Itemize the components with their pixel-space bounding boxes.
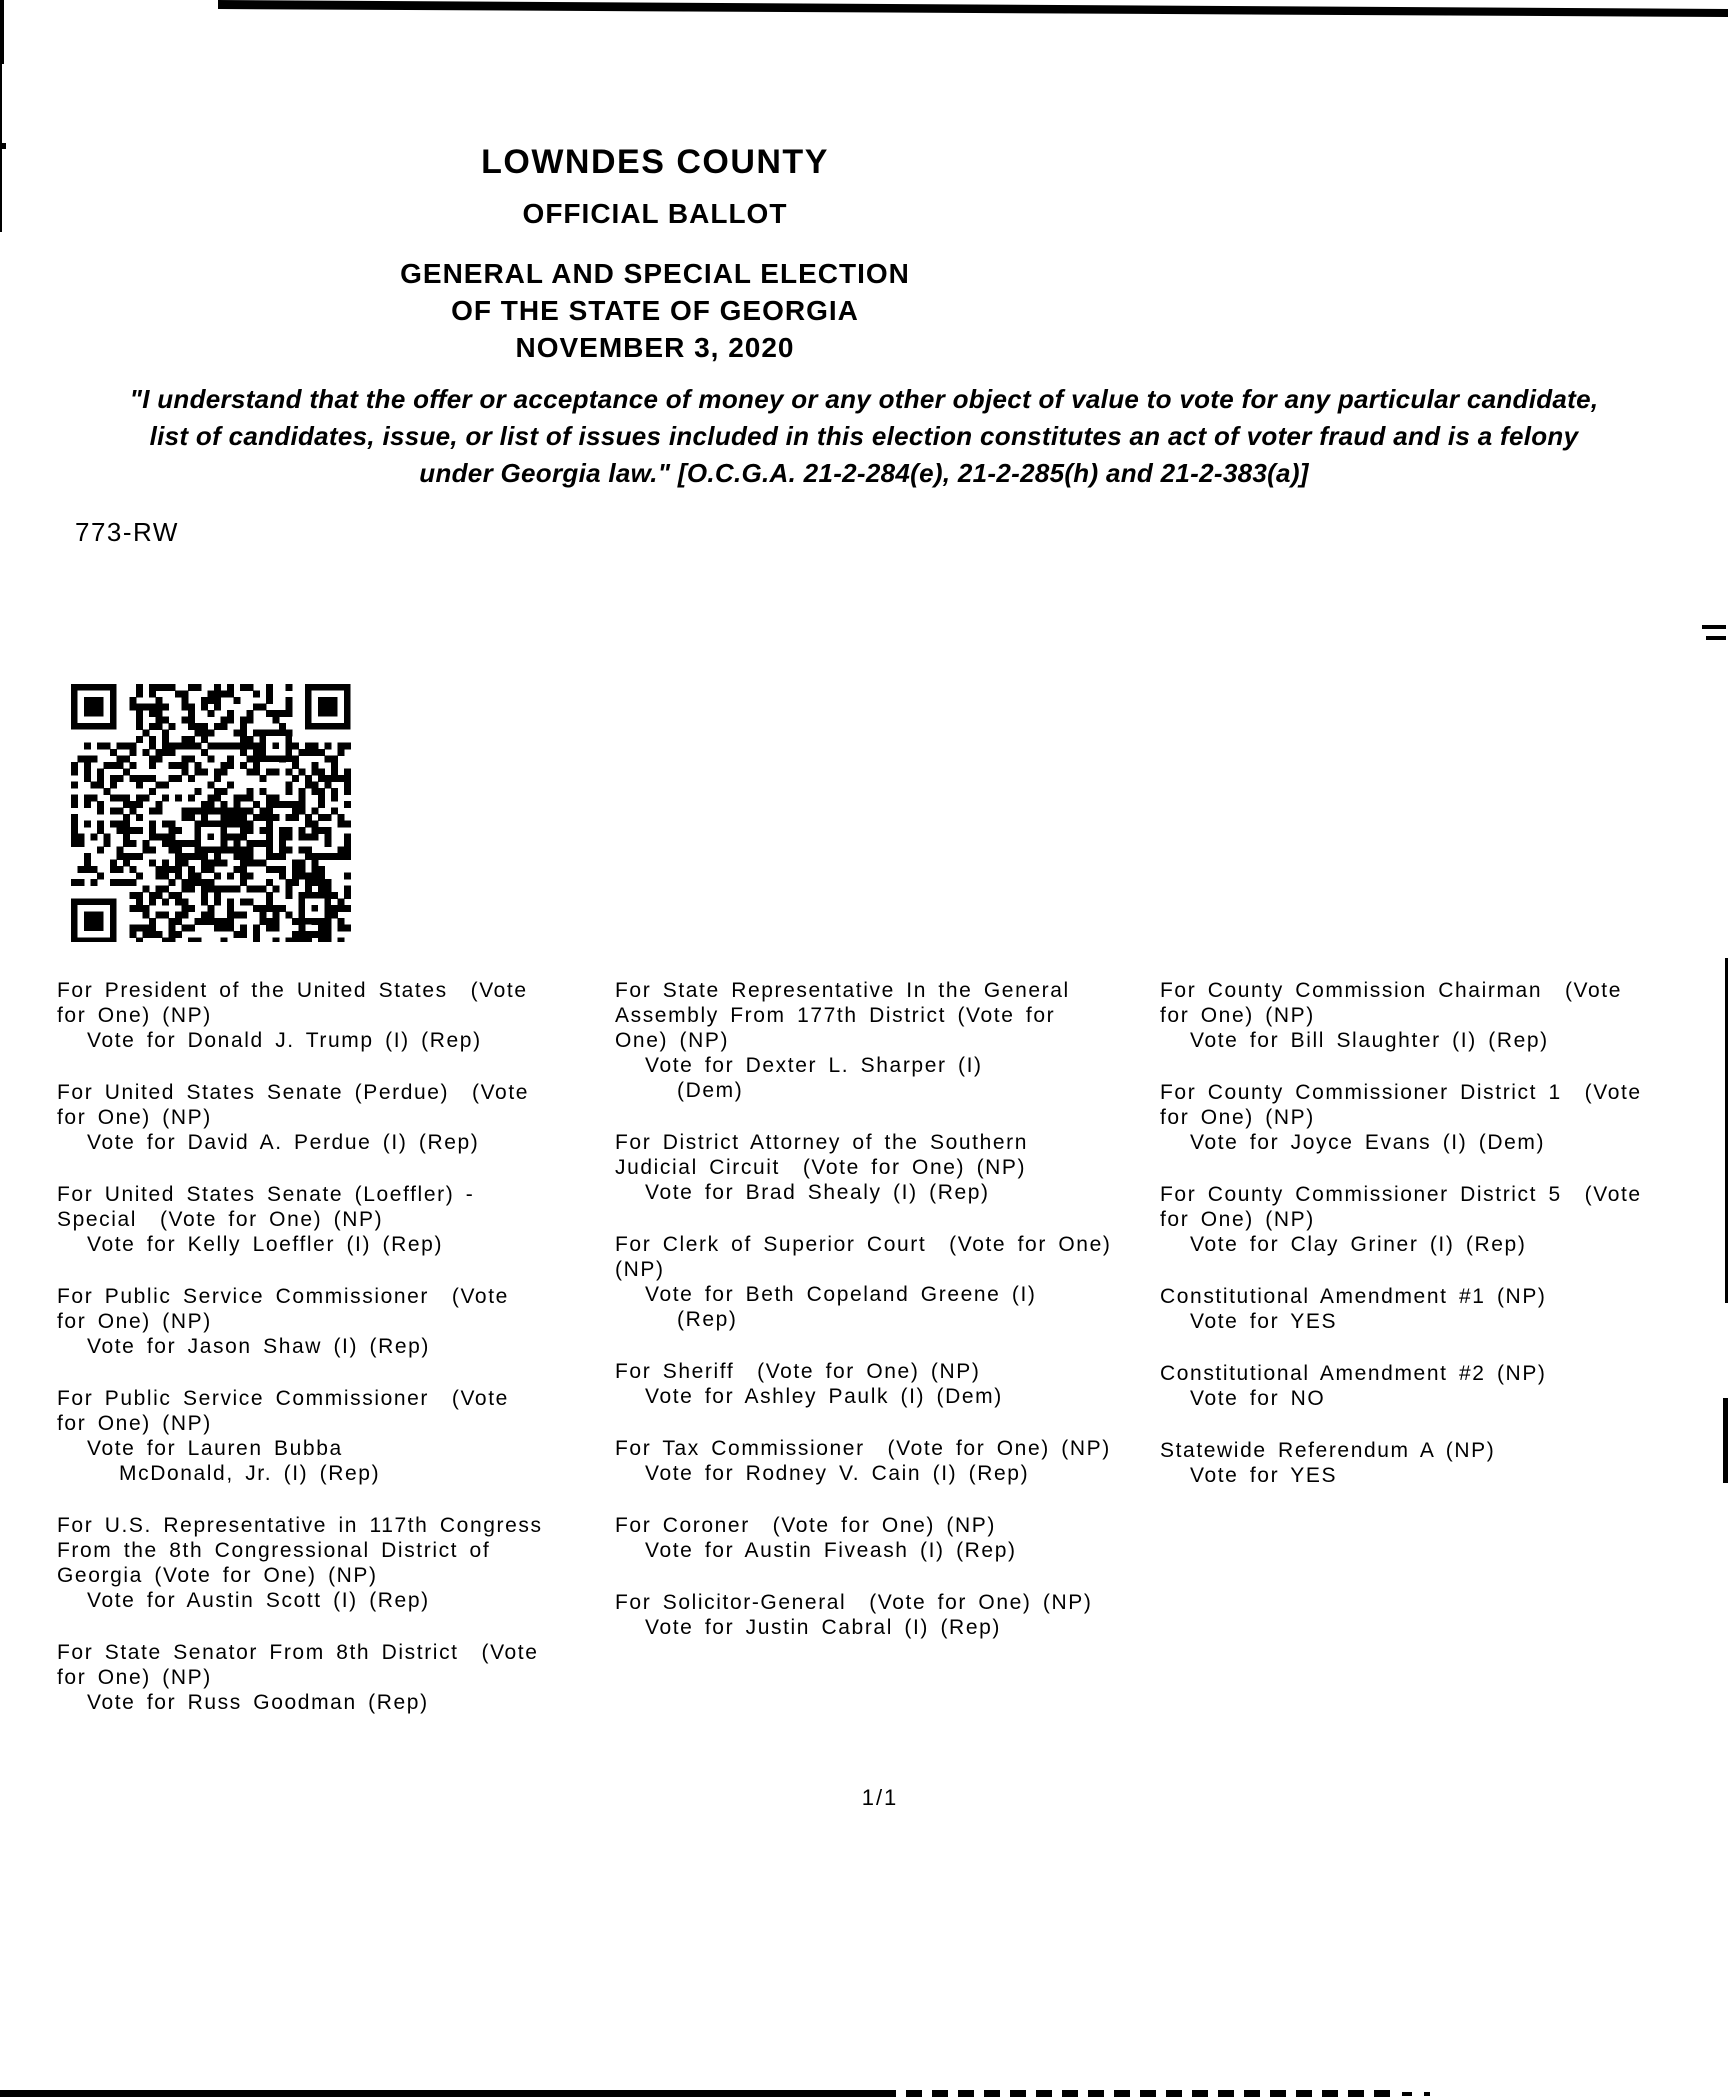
contest-title-line: for One) (NP) [57,1004,212,1027]
contest [615,1436,1150,1486]
contest [57,1513,612,1613]
contest [1160,1438,1728,1488]
vote-line: Vote for Jason Shaw (I) (Rep) [87,1335,431,1358]
contest-title-line: (NP) [615,1258,665,1281]
contest-title-line: For Public Service Commissioner (Vote [57,1387,509,1410]
contest [615,1513,1150,1563]
vote-line: Vote for Donald J. Trump (I) (Rep) [87,1029,482,1052]
contest-title-line: Constitutional Amendment #2 (NP) [1160,1362,1547,1385]
contest-title-line: for One) (NP) [57,1106,212,1129]
contest-title-line: For County Commissioner District 5 (Vote [1160,1183,1642,1206]
voter-fraud-disclaimer [30,381,1698,492]
vote-line: Vote for Ashley Paulk (I) (Dem) [645,1385,1003,1408]
contest-title-line: For United States Senate (Perdue) (Vote [57,1081,530,1104]
vote-line: Vote for Beth Copeland Greene (I) [645,1283,1037,1306]
contest [615,978,1150,1103]
contest-title-line: for One) (NP) [1160,1004,1315,1027]
contest [57,1640,612,1715]
contest-title-line: For United States Senate (Loeffler) - [57,1183,475,1206]
vote-line-continued: McDonald, Jr. (I) (Rep) [119,1462,381,1485]
contest-title-line: for One) (NP) [57,1666,212,1689]
scan-artifact-bottom-edge [0,2090,880,2097]
contest [57,978,612,1053]
contest-title-line: Statewide Referendum A (NP) [1160,1439,1496,1462]
contest-title-line: One) (NP) [615,1029,730,1052]
election-title-line: NOVEMBER 3, 2020 [515,332,795,363]
scan-artifact-bottom-dot [1424,2092,1430,2096]
vote-line: Vote for Rodney V. Cain (I) (Rep) [645,1462,1030,1485]
vote-line-continued: (Rep) [677,1308,738,1331]
county-title: LOWNDES COUNTY [481,143,829,181]
vote-line: Vote for YES [1190,1464,1338,1487]
page-number: 1/1 [861,1785,899,1810]
ballot-type-title: OFFICIAL BALLOT [522,198,788,229]
contest [615,1359,1150,1409]
contest-title-line: For U.S. Representative in 117th Congress [57,1514,543,1537]
scan-artifact-right-tick [1702,625,1726,629]
vote-line: Vote for Austin Fiveash (I) (Rep) [645,1539,1017,1562]
contest-title-line: For County Commission Chairman (Vote [1160,979,1622,1002]
vote-line: Vote for Clay Griner (I) (Rep) [1190,1233,1527,1256]
contest [1160,1361,1728,1411]
contest [615,1232,1150,1332]
contest-title-line: For Tax Commissioner (Vote for One) (NP) [615,1437,1111,1460]
contest-title-line: Constitutional Amendment #1 (NP) [1160,1285,1547,1308]
vote-line: Vote for Russ Goodman (Rep) [87,1691,429,1714]
vote-line: Vote for Lauren Bubba [87,1437,343,1460]
scan-artifact-top-edge [218,0,1728,20]
election-title-line: OF THE STATE OF GEORGIA [451,295,859,326]
vote-line: Vote for Brad Shealy (I) (Rep) [645,1181,990,1204]
disclaimer-line: "I understand that the offer or acceptance of money or any other object of value to vote for any particular candidate, [129,384,1599,414]
contest-title-line: For Solicitor-General (Vote for One) (NP) [615,1591,1093,1614]
contest-title-line: From the 8th Congressional District of [57,1539,491,1562]
vote-line: Vote for Austin Scott (I) (Rep) [87,1589,430,1612]
contest [57,1182,612,1257]
contest [615,1130,1150,1205]
contest-title-line: Georgia (Vote for One) (NP) [57,1564,378,1587]
contest [615,1590,1150,1640]
contest [57,1386,612,1486]
contest-title-line: For District Attorney of the Southern [615,1131,1029,1154]
contest-title-line: For President of the United States (Vote [57,979,528,1002]
election-title-line: GENERAL AND SPECIAL ELECTION [400,258,910,289]
scan-artifact-right-tick [1706,636,1726,640]
contest [1160,1080,1728,1155]
vote-line: Vote for Bill Slaughter (I) (Rep) [1190,1029,1549,1052]
vote-line: Vote for Joyce Evans (I) (Dem) [1190,1131,1546,1154]
contest-title-line: For County Commissioner District 1 (Vote [1160,1081,1642,1104]
scan-artifact-bottom-dot [1402,2092,1412,2096]
contest [1160,978,1728,1053]
contest [1160,1182,1728,1257]
contest [57,1284,612,1359]
vote-line: Vote for Justin Cabral (I) (Rep) [645,1616,1001,1639]
scan-artifact-left-edge [0,0,4,64]
contest-title-line: for One) (NP) [1160,1208,1315,1231]
contest-column-1 [57,978,612,1742]
contest [57,1080,612,1155]
contest-title-line: Assembly From 177th District (Vote for [615,1004,1056,1027]
contest-title-line: for One) (NP) [1160,1106,1315,1129]
contest-title-line: For Public Service Commissioner (Vote [57,1285,509,1308]
contest-title-line: For Clerk of Superior Court (Vote for One) [615,1233,1112,1256]
precinct-code: 773-RW [75,517,179,547]
contest-title-line: Special (Vote for One) (NP) [57,1208,384,1231]
vote-line: Vote for NO [1190,1387,1326,1410]
qr-code-icon [71,684,351,942]
contest-title-line: For Coroner (Vote for One) (NP) [615,1514,996,1537]
contest-column-2 [615,978,1150,1667]
vote-line: Vote for YES [1190,1310,1338,1333]
contest-title-line: For Sheriff (Vote for One) (NP) [615,1360,981,1383]
vote-line-continued: (Dem) [677,1079,744,1102]
contest-column-3 [1160,978,1728,1515]
election-title [0,255,1310,366]
vote-line: Vote for Dexter L. Sharper (I) [645,1054,983,1077]
contest-title-line: For State Senator From 8th District (Vote [57,1641,539,1664]
contest [1160,1284,1728,1334]
contest-title-line: for One) (NP) [57,1310,212,1333]
contest-title-line: For State Representative In the General [615,979,1070,1002]
vote-line: Vote for Kelly Loeffler (I) (Rep) [87,1233,444,1256]
scan-artifact-bottom-dashes [880,2090,1395,2097]
ballot-header [0,145,1310,366]
disclaimer-line: under Georgia law." [O.C.G.A. 21-2-284(e), 21-2-285(h) and 21-2-383(a)] [419,458,1309,488]
disclaimer-line: list of candidates, issue, or list of issues included in this election constitutes an act of voter fraud and is a felony [149,421,1579,451]
vote-line: Vote for David A. Perdue (I) (Rep) [87,1131,480,1154]
contest-title-line: for One) (NP) [57,1412,212,1435]
contest-title-line: Judicial Circuit (Vote for One) (NP) [615,1156,1027,1179]
